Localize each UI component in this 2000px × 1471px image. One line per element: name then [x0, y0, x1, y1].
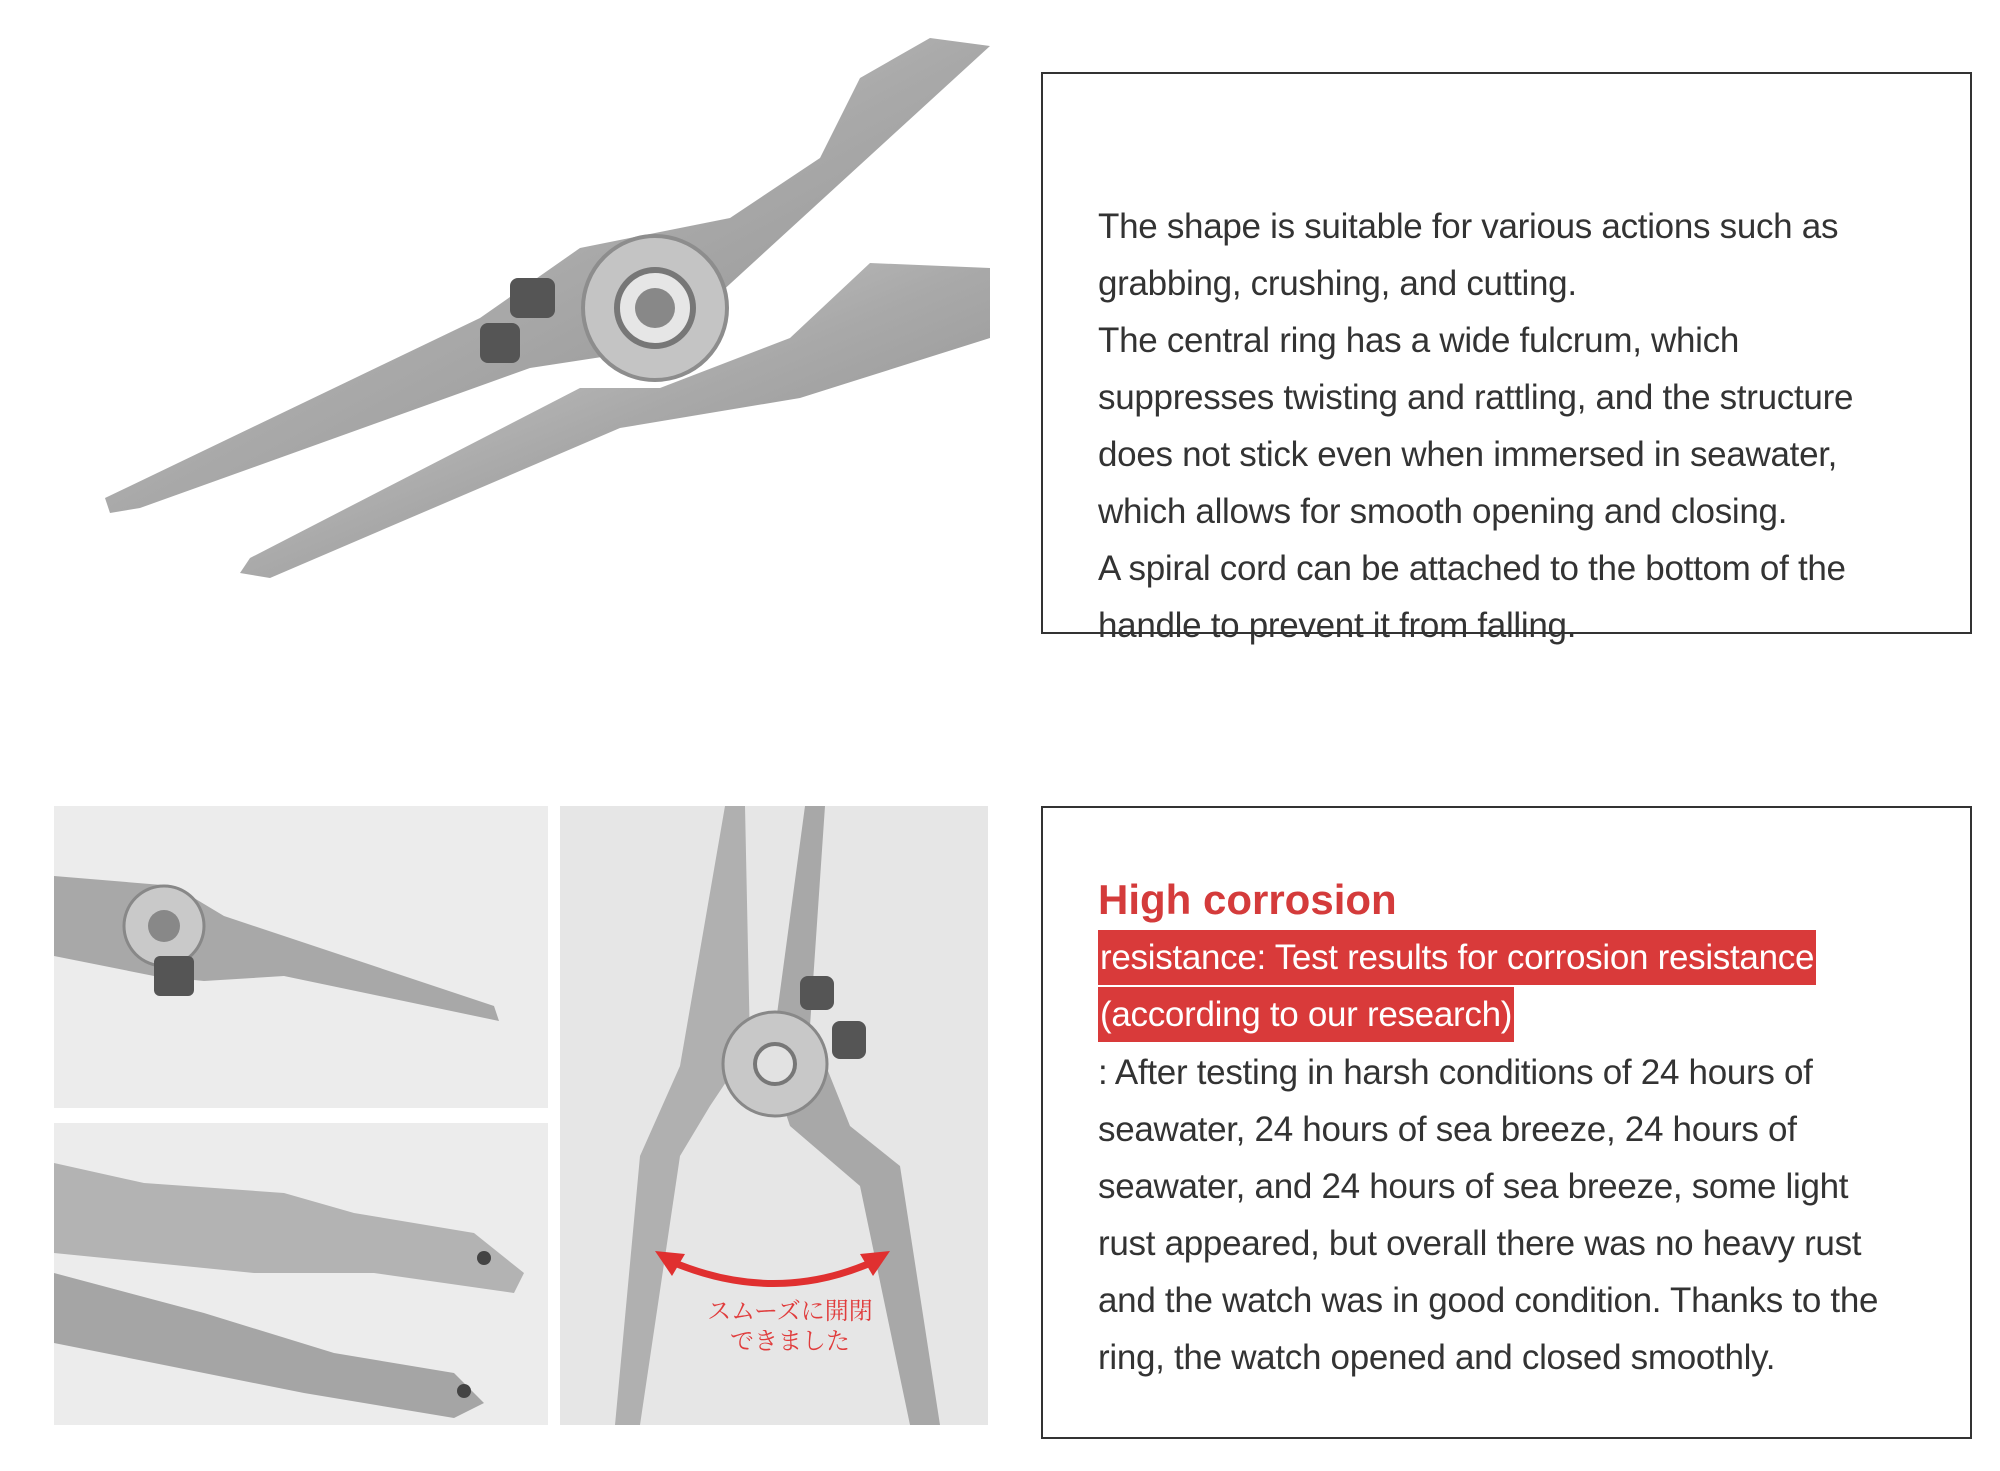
corrosion-line: : After testing in harsh conditions of 24 hours of [1098, 1053, 1813, 1092]
pliers-handle-photo [54, 1123, 548, 1425]
feature-line: The central ring has a wide fulcrum, which [1098, 321, 1740, 360]
corrosion-heading: High corrosion [1098, 876, 1397, 923]
corrosion-line: ring, the watch opened and closed smoothly. [1098, 1338, 1776, 1377]
pliers-top-photo [100, 38, 990, 583]
feature-line: A spiral cord can be attached to the bottom of the [1098, 549, 1846, 588]
pliers-closeup-photo [54, 806, 548, 1108]
annotation-line-2: できました [730, 1327, 850, 1355]
corrosion-resistance-box [1041, 806, 1972, 1439]
corrosion-line: seawater, and 24 hours of sea breeze, some light [1098, 1167, 1849, 1206]
feature-line: does not stick even when immersed in seawater, [1098, 435, 1838, 474]
feature-description-box [1041, 72, 1972, 645]
feature-line: grabbing, crushing, and cutting. [1098, 264, 1577, 303]
corrosion-line: rust appeared, but overall there was no heavy rust [1098, 1224, 1862, 1263]
highlight-line: resistance: Test results for corrosion resistance [1098, 930, 1816, 985]
feature-line: which allows for smooth opening and closing. [1098, 492, 1788, 531]
highlight-line: (according to our research) [1098, 987, 1514, 1042]
feature-line: suppresses twisting and rattling, and the structure [1098, 378, 1854, 417]
corrosion-line: seawater, 24 hours of sea breeze, 24 hours of [1098, 1110, 1797, 1149]
feature-line: handle to prevent it from falling. [1098, 606, 1577, 645]
photo-annotation [690, 1296, 890, 1356]
feature-line: The shape is suitable for various actions such as [1098, 207, 1839, 246]
corrosion-line: and the watch was in good condition. Thanks to the [1098, 1281, 1879, 1320]
annotation-line-1: スムーズに開閉 [707, 1297, 873, 1325]
